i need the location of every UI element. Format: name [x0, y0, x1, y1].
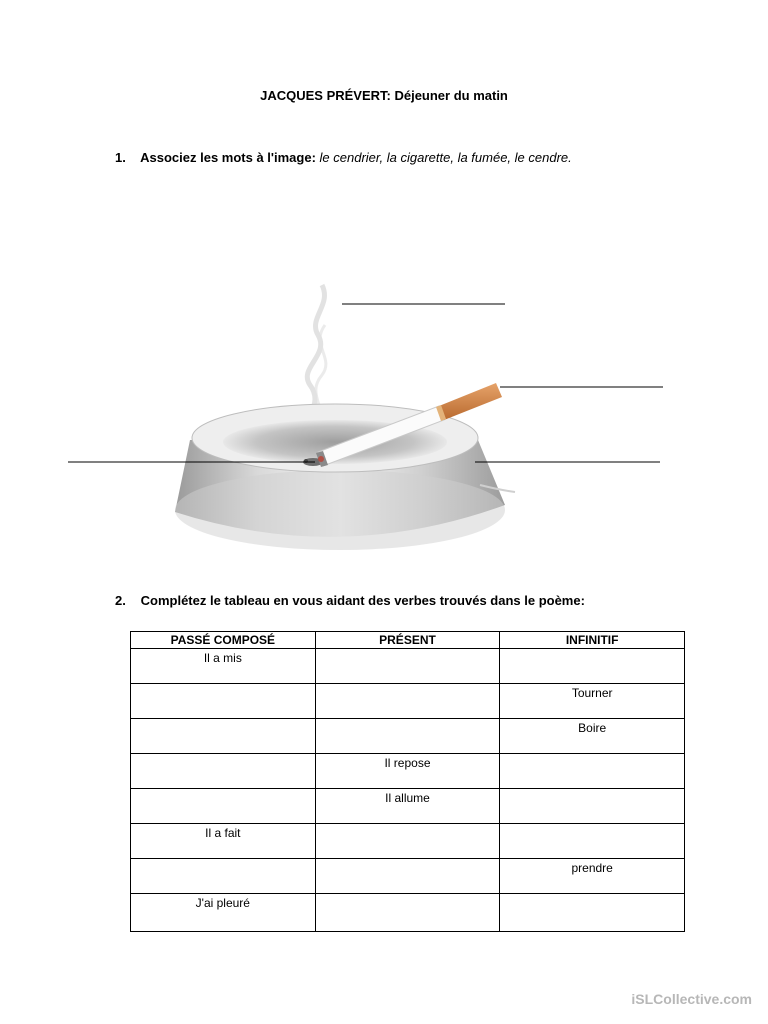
question-1-words: le cendrier, la cigarette, la fumée, le cendre. — [319, 150, 572, 165]
table-cell[interactable]: Il a mis — [131, 649, 316, 684]
table-cell[interactable] — [315, 649, 500, 684]
table-cell[interactable]: Boire — [500, 719, 685, 754]
question-2-number: 2. — [115, 593, 126, 608]
table-cell[interactable] — [500, 649, 685, 684]
table-cell[interactable]: Il allume — [315, 789, 500, 824]
question-2-instruction: Complétez le tableau en vous aidant des verbes trouvés dans le poème: — [140, 593, 585, 608]
table-cell[interactable]: Tourner — [500, 684, 685, 719]
header-passe-compose: PASSÉ COMPOSÉ — [131, 632, 316, 649]
table-cell[interactable] — [315, 824, 500, 859]
table-header-row — [131, 632, 685, 649]
table-row — [131, 719, 685, 754]
verb-table — [130, 631, 685, 932]
question-1-number: 1. — [115, 150, 126, 165]
table-cell[interactable]: Il a fait — [131, 824, 316, 859]
question-2 — [115, 593, 585, 608]
table-cell[interactable] — [500, 894, 685, 932]
table-cell[interactable]: prendre — [500, 859, 685, 894]
table-cell[interactable] — [131, 859, 316, 894]
table-cell[interactable] — [500, 789, 685, 824]
ashtray-cigarette-icon — [0, 270, 768, 570]
table-cell[interactable] — [315, 859, 500, 894]
table-cell[interactable] — [315, 894, 500, 932]
table-cell[interactable] — [315, 719, 500, 754]
table-row — [131, 649, 685, 684]
table-row — [131, 894, 685, 932]
header-present: PRÉSENT — [315, 632, 500, 649]
footer-watermark: iSLCollective.com — [631, 991, 752, 1007]
table-cell[interactable]: Il repose — [315, 754, 500, 789]
table-row — [131, 824, 685, 859]
table-cell[interactable] — [131, 719, 316, 754]
table-cell[interactable] — [500, 754, 685, 789]
header-infinitif: INFINITIF — [500, 632, 685, 649]
table-cell[interactable] — [315, 684, 500, 719]
table-cell[interactable] — [131, 754, 316, 789]
table-row — [131, 684, 685, 719]
page-title: JACQUES PRÉVERT: Déjeuner du matin — [260, 88, 508, 103]
table-cell[interactable]: J'ai pleuré — [131, 894, 316, 932]
table-cell[interactable] — [500, 824, 685, 859]
table-cell[interactable] — [131, 789, 316, 824]
question-1-instruction: Associez les mots à l'image: — [140, 150, 316, 165]
table-row — [131, 859, 685, 894]
table-cell[interactable] — [131, 684, 316, 719]
question-1 — [115, 150, 572, 165]
table-row — [131, 789, 685, 824]
table-row — [131, 754, 685, 789]
